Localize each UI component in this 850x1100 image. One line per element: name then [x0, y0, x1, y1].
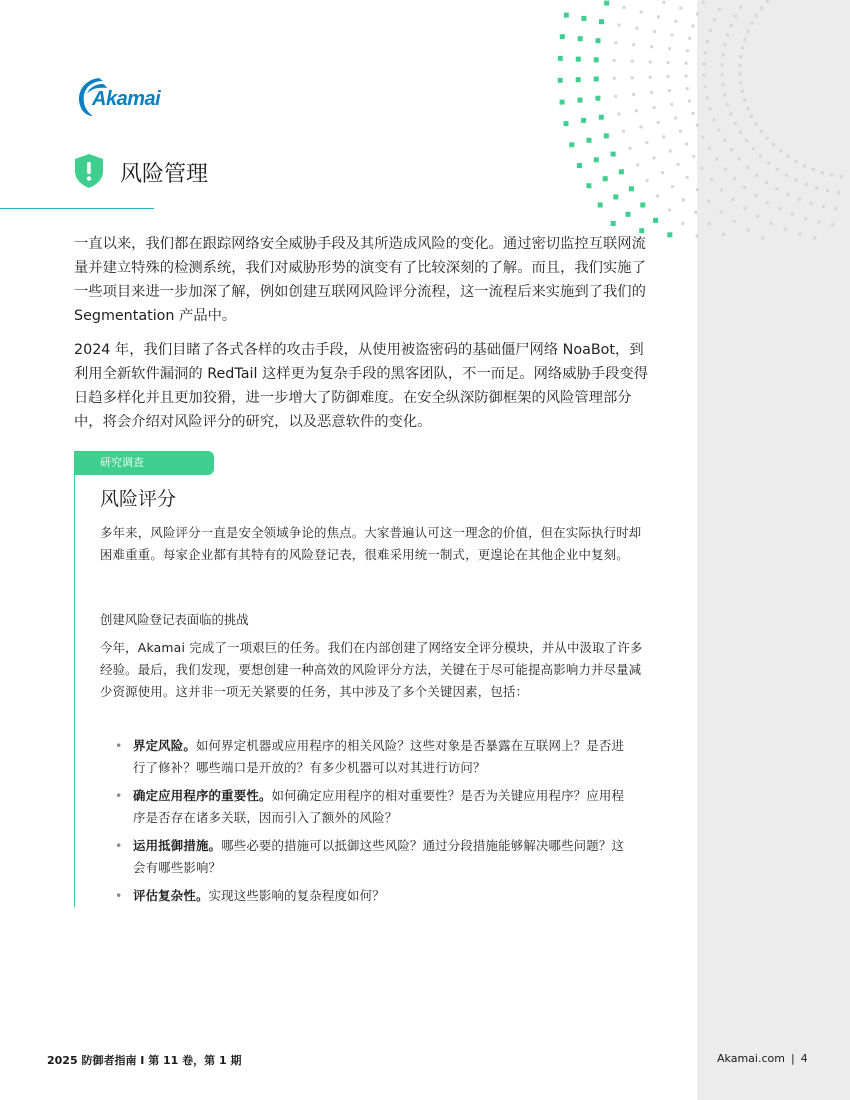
pattern-dot: [653, 106, 656, 109]
pattern-dot: [766, 137, 769, 140]
pattern-dot: [708, 222, 711, 225]
pattern-dot: [722, 53, 725, 56]
list-item-label: 评估复杂性。: [133, 888, 209, 903]
list-item: [115, 785, 635, 829]
pattern-dot: [721, 63, 724, 66]
pattern-dot: [703, 63, 706, 66]
pattern-dot: [767, 162, 770, 165]
pattern-dot: [746, 107, 749, 110]
pattern-dot: [810, 202, 813, 205]
pattern-dot: [674, 20, 677, 23]
pattern-dot: [558, 78, 563, 83]
pattern-dot: [734, 15, 737, 18]
pattern-dot: [779, 149, 782, 152]
pattern-dot: [576, 57, 581, 62]
bullet-icon: •: [115, 738, 123, 753]
pattern-dot: [724, 168, 727, 171]
pattern-dot: [613, 77, 616, 80]
pattern-dot: [696, 12, 699, 15]
pattern-dot: [599, 115, 604, 120]
pattern-dot: [564, 121, 569, 126]
footer-separator: |: [790, 1052, 795, 1065]
pattern-dot: [803, 164, 806, 167]
pattern-dot: [599, 19, 604, 24]
pattern-dot: [704, 85, 707, 88]
intro-paragraph: 一直以来，我们都在跟踪网络安全威胁手段及其所造成风险的变化。通过密切监控互联网流量并建立特殊的检测系统，我们对威胁形势的演变有了比较深刻的了解。而且，我们实施了一些项目来进一步加深了解，例如创建互联网风险评分流程，这一流程后来实施到了我们的 Segmentation 产品中。: [74, 236, 646, 324]
pattern-dot: [707, 200, 710, 203]
pattern-dot: [670, 103, 673, 106]
pattern-dot: [629, 186, 634, 191]
pattern-dot: [743, 98, 746, 101]
pattern-dot: [708, 147, 711, 150]
pattern-dot: [667, 75, 670, 78]
pattern-dot: [786, 193, 789, 196]
pattern-dot: [598, 203, 603, 208]
pattern-dot: [760, 7, 763, 10]
bullet-icon: •: [115, 788, 123, 803]
pattern-dot: [622, 130, 625, 133]
pattern-dot: [775, 187, 778, 190]
pattern-dot: [646, 179, 649, 182]
pattern-dot: [710, 178, 713, 181]
pattern-dot: [669, 150, 672, 153]
pattern-dot: [653, 30, 656, 33]
pattern-dot: [576, 77, 581, 82]
pattern-dot: [560, 34, 565, 39]
pattern-dot: [730, 24, 733, 27]
pattern-dot: [739, 131, 742, 134]
research-paragraph: 多年来，风险评分一直是安全领域争论的焦点。大家普遍认可这一理念的价值，但在实际执行时却困难重重。每家企业都有其特有的风险登记表，很难采用统一制式，更遑论在其他企业中复刻。: [100, 525, 642, 562]
pattern-dot: [594, 57, 599, 62]
pattern-dot: [766, 0, 769, 3]
pattern-dot: [671, 33, 674, 36]
pattern-dot: [626, 212, 631, 217]
pattern-dot: [726, 103, 729, 106]
pattern-dot: [686, 87, 689, 90]
pattern-dot: [750, 22, 753, 25]
pattern-dot: [594, 77, 599, 82]
pattern-dot: [671, 185, 674, 188]
pattern-dot: [631, 76, 634, 79]
pattern-dot: [619, 169, 624, 174]
pattern-dot: [733, 177, 736, 180]
pattern-dot: [826, 189, 829, 192]
pattern-dot: [722, 233, 725, 236]
research-callout: [74, 451, 649, 907]
pattern-dot: [656, 194, 659, 197]
pattern-dot: [754, 194, 757, 197]
list-item-text: 如何界定机器或应用程序的相关风险？这些对象是否暴露在互联网上？是否进行了修补？哪些端口是开放的？有多少机器可以对其进行访问？: [133, 738, 625, 775]
pattern-dot: [722, 83, 725, 86]
pattern-dot: [632, 43, 635, 46]
pattern-dot: [834, 207, 837, 210]
research-title: 风险评分: [100, 488, 177, 510]
pattern-dot: [578, 98, 583, 103]
pattern-dot: [662, 1, 665, 4]
pattern-dot: [696, 124, 699, 127]
pattern-dot: [564, 13, 569, 18]
pattern-dot: [720, 210, 723, 213]
pattern-dot: [713, 118, 716, 121]
list-item-text: 实现这些影响的复杂程度如何？: [208, 888, 385, 903]
bullet-icon: •: [115, 888, 123, 903]
pattern-dot: [614, 41, 617, 44]
pattern-dot: [628, 147, 631, 150]
pattern-dot: [668, 47, 671, 50]
pattern-dot: [594, 157, 599, 162]
pattern-dot: [685, 62, 688, 65]
list-item-text: 如何确定应用程序的相对重要性？是否为关键应用程序？应用程序是否存在诸多关联，因而引入了额外的风险？: [133, 788, 625, 825]
pattern-dot: [746, 166, 749, 169]
pattern-dot: [784, 228, 787, 231]
pattern-dot: [734, 122, 737, 125]
pattern-dot: [581, 118, 586, 123]
pattern-dot: [701, 136, 704, 139]
pattern-dot: [611, 152, 616, 157]
pattern-dot: [692, 24, 695, 27]
pattern-dot: [613, 194, 618, 199]
list-item: [115, 885, 635, 907]
pattern-dot: [603, 176, 608, 181]
pattern-dot: [679, 7, 682, 10]
pattern-dot: [657, 15, 660, 18]
pattern-dot: [745, 139, 748, 142]
pattern-dot: [692, 155, 695, 158]
list-item-text: 哪些必要的措施可以抵御这些风险？通过分段措施能够解决哪些问题？这会有哪些影响？: [133, 838, 625, 875]
pattern-dot: [723, 43, 726, 46]
pattern-dot: [756, 215, 759, 218]
pattern-dot: [731, 198, 734, 201]
pattern-dot: [677, 163, 680, 166]
pattern-dot: [694, 211, 697, 214]
footer-right: [717, 1052, 808, 1065]
pattern-dot: [604, 1, 609, 6]
pattern-dot: [661, 171, 664, 174]
pattern-dot: [618, 24, 621, 27]
pattern-dot: [739, 55, 742, 58]
pattern-dot: [702, 1, 705, 4]
pattern-dot: [791, 213, 794, 216]
pattern-dot: [821, 171, 824, 174]
pattern-dot: [631, 60, 634, 63]
pattern-dot: [560, 100, 565, 105]
pattern-dot: [765, 181, 768, 184]
pattern-dot: [761, 236, 764, 239]
footer-publication: 2025 防御者指南 I 第 11 卷，第 1 期: [47, 1054, 242, 1067]
pattern-dot: [704, 51, 707, 54]
pattern-dot: [739, 64, 742, 67]
pattern-dot: [787, 155, 790, 158]
pattern-dot: [741, 47, 744, 50]
pattern-dot: [747, 229, 750, 232]
shield-exclamation-icon: [74, 153, 104, 189]
pattern-dot: [688, 37, 691, 40]
list-item: [115, 735, 635, 779]
pattern-dot: [558, 56, 563, 61]
list-item-label: 确定应用程序的重要性。: [133, 788, 272, 803]
pattern-dot: [747, 30, 750, 33]
pattern-dot: [696, 188, 699, 191]
research-paragraph: 今年，Akamai 完成了一项艰巨的任务。我们在内部创建了网络安全评分模块，并从中汲取了许多经验。最后，我们发现，要想创建一种高效的风险评分方法，关键在于尽可能提高影响力并尽量减少资源使用。这并非一项无关紧要的任务，其中涉及了多个关键因素，包括：: [100, 640, 643, 699]
pattern-dot: [686, 176, 689, 179]
pattern-dot: [640, 11, 643, 14]
research-tag: 研究调查: [75, 451, 214, 475]
pattern-dot: [755, 123, 758, 126]
pattern-dot: [701, 167, 704, 170]
pattern-dot: [721, 73, 724, 76]
pattern-dot: [723, 93, 726, 96]
pattern-dot: [729, 113, 732, 116]
pattern-dot: [706, 40, 709, 43]
logo-wordmark: Akamai: [92, 88, 161, 110]
pattern-dot: [668, 209, 671, 212]
pattern-dot: [752, 147, 755, 150]
pattern-dot: [741, 90, 744, 93]
pattern-dot: [639, 125, 642, 128]
pattern-dot: [720, 188, 723, 191]
pattern-dot: [649, 60, 652, 63]
pattern-dot: [760, 130, 763, 133]
pattern-dot: [766, 201, 769, 204]
footer-site-link[interactable]: Akamai.com: [717, 1052, 785, 1065]
pattern-dot: [667, 232, 672, 237]
section-title: 风险管理: [120, 162, 209, 187]
pattern-dot: [815, 186, 818, 189]
pattern-dot: [636, 163, 639, 166]
pattern-dot: [755, 14, 758, 17]
pattern-dot: [837, 191, 840, 194]
pattern-dot: [795, 160, 798, 163]
pattern-dot: [795, 179, 798, 182]
pattern-dot: [662, 135, 665, 138]
intro-text: [74, 232, 649, 444]
page-number: 4: [800, 1052, 808, 1065]
pattern-dot: [682, 198, 685, 201]
pattern-dot: [587, 138, 592, 143]
pattern-dot: [679, 130, 682, 133]
pattern-dot: [653, 156, 656, 159]
pattern-dot: [640, 203, 645, 208]
pattern-dot: [772, 143, 775, 146]
pattern-dot: [738, 157, 741, 160]
pattern-dot: [578, 36, 583, 41]
pattern-dot: [604, 133, 609, 138]
pattern-dot: [611, 221, 616, 226]
pattern-dot: [726, 34, 729, 37]
pattern-dot: [759, 155, 762, 158]
pattern-dot: [715, 158, 718, 161]
akamai-logo: [73, 72, 183, 118]
pattern-dot: [657, 121, 660, 124]
pattern-dot: [635, 109, 638, 112]
pattern-dot: [743, 186, 746, 189]
pattern-dot: [577, 163, 582, 168]
pattern-dot: [645, 141, 648, 144]
pattern-dot: [785, 174, 788, 177]
pattern-dot: [649, 76, 652, 79]
pattern-dot: [586, 183, 591, 188]
pattern-dot: [713, 18, 716, 21]
pattern-dot: [685, 75, 688, 78]
pattern-dot: [739, 73, 742, 76]
pattern-dot: [686, 49, 689, 52]
pattern-dot: [623, 6, 626, 9]
pattern-dot: [805, 183, 808, 186]
intro-paragraph: 2024 年，我们目睹了各式各样的攻击手段，从使用被盗密码的基础僵尸网络 NoaBot，到利用全新软件漏洞的 RedTail 这样更为复杂手段的黑客团队，不一而足。网络威胁手段变得日趋多样化并且更加狡猾，进一步增大了防御难度。在安全纵深防御框架的风险管理部分中，将会介绍对风险评分的研究，以及恶意软件的变化。: [74, 342, 649, 430]
pattern-dot: [812, 168, 815, 171]
pattern-dot: [818, 221, 821, 224]
pattern-dot: [831, 223, 834, 226]
pattern-dot: [723, 139, 726, 142]
pattern-dot: [840, 175, 843, 178]
pattern-dot: [750, 115, 753, 118]
pattern-dot: [743, 207, 746, 210]
pattern-dot: [830, 174, 833, 177]
pattern-dot: [632, 93, 635, 96]
pattern-dot: [743, 38, 746, 41]
pattern-dot: [798, 198, 801, 201]
pattern-dot: [709, 29, 712, 32]
pattern-dot: [730, 148, 733, 151]
pattern-dot: [703, 74, 706, 77]
pattern-dot: [569, 142, 574, 147]
pattern-dot: [613, 59, 616, 62]
pattern-dot: [739, 81, 742, 84]
pattern-dot: [595, 96, 600, 101]
pattern-dot: [804, 217, 807, 220]
pattern-dot: [718, 8, 721, 11]
factor-list: [115, 735, 635, 913]
pattern-dot: [674, 116, 677, 119]
pattern-dot: [596, 38, 601, 43]
pattern-dot: [813, 236, 816, 239]
pattern-dot: [778, 207, 781, 210]
pattern-dot: [718, 129, 721, 132]
decorative-dot-pattern: [0, 0, 850, 240]
pattern-dot: [706, 96, 709, 99]
pattern-dot: [709, 107, 712, 110]
pattern-dot: [668, 89, 671, 92]
pattern-dot: [822, 205, 825, 208]
pattern-dot: [685, 143, 688, 146]
pattern-dot: [776, 168, 779, 171]
pattern-dot: [614, 95, 617, 98]
pattern-dot: [691, 112, 694, 115]
bullet-icon: •: [115, 838, 123, 853]
pattern-dot: [667, 61, 670, 64]
pattern-dot: [650, 45, 653, 48]
pattern-dot: [617, 113, 620, 116]
pattern-dot: [635, 27, 638, 30]
research-subheading: 创建风险登记表面临的挑战: [100, 612, 249, 627]
pattern-dot: [755, 174, 758, 177]
pattern-dot: [650, 91, 653, 94]
pattern-dot: [739, 6, 742, 9]
pattern-dot: [653, 218, 658, 223]
pattern-dot: [581, 16, 586, 21]
pattern-dot: [696, 234, 699, 237]
list-item: [115, 835, 635, 879]
header-divider: [0, 208, 154, 209]
pattern-dot: [688, 100, 691, 103]
pattern-dot: [681, 222, 684, 225]
pattern-dot: [733, 220, 736, 223]
list-item-label: 界定风险。: [133, 738, 196, 753]
list-item-label: 运用抵御措施。: [133, 838, 222, 853]
pattern-dot: [798, 233, 801, 236]
pattern-dot: [770, 222, 773, 225]
